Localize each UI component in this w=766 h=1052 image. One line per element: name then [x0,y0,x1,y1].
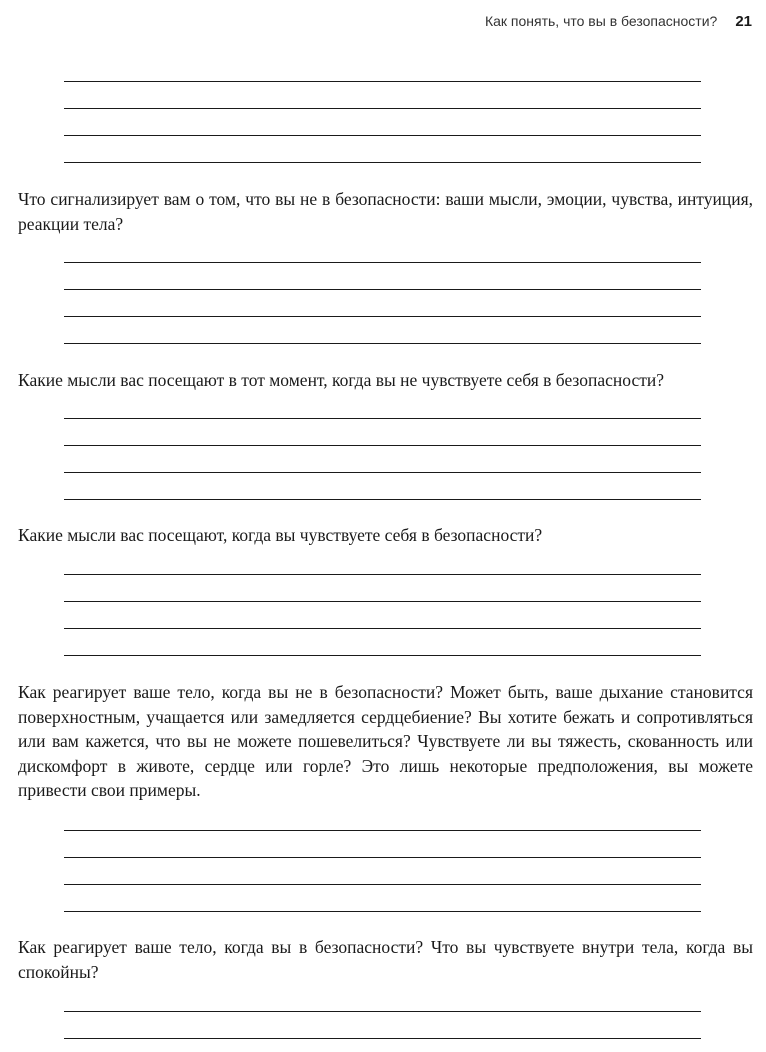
page-number: 21 [735,13,752,30]
answer-line[interactable] [64,108,701,109]
question-2: Какие мысли вас посещают в тот момент, когда вы не чувствуете себя в безопасности? [18,370,664,390]
answer-line[interactable] [64,289,701,290]
answer-line[interactable] [64,81,701,82]
answer-line[interactable] [64,499,701,500]
answer-line[interactable] [64,601,701,602]
answer-line[interactable] [64,343,701,344]
running-header-title: Как понять, что вы в безопасности? [484,13,718,29]
answer-line[interactable] [64,911,701,912]
answer-line[interactable] [64,445,701,446]
answer-line[interactable] [64,316,701,317]
answer-line[interactable] [64,655,701,656]
question-5: Как реагирует ваше тело, когда вы в безопасности? Что вы чувствуете внутри тела, когда вы спокойны? [18,937,753,982]
answer-line[interactable] [64,574,701,575]
answer-line[interactable] [64,1038,701,1039]
answer-line[interactable] [64,1011,701,1012]
running-header [485,13,752,35]
question-3: Какие мысли вас посещают, когда вы чувствуете себя в безопасности? [18,525,543,545]
answer-line[interactable] [64,884,701,885]
answer-line[interactable] [64,472,701,473]
answer-line[interactable] [64,628,701,629]
answer-line[interactable] [64,262,701,263]
question-4: Как реагирует ваше тело, когда вы не в безопасности? Может быть, ваше дыхание становится поверхностным, учащается или замедляется сердцебиение? Вы хотите бежать и сопротивляться или вам кажется, что вы не можете пошевелиться? Чувствуете ли вы тяжесть, скованность или дискомфорт в животе, сердце или горле? Это лишь некоторые предположения, вы можете привести свои примеры. [18,682,753,800]
answer-line[interactable] [64,830,701,831]
question-1: Что сигнализирует вам о том, что вы не в безопасности: ваши мысли, эмоции, чувства, интуиция, реакции тела? [18,189,753,234]
answer-line[interactable] [64,418,701,419]
answer-line[interactable] [64,135,701,136]
answer-line[interactable] [64,857,701,858]
answer-line[interactable] [64,162,701,163]
